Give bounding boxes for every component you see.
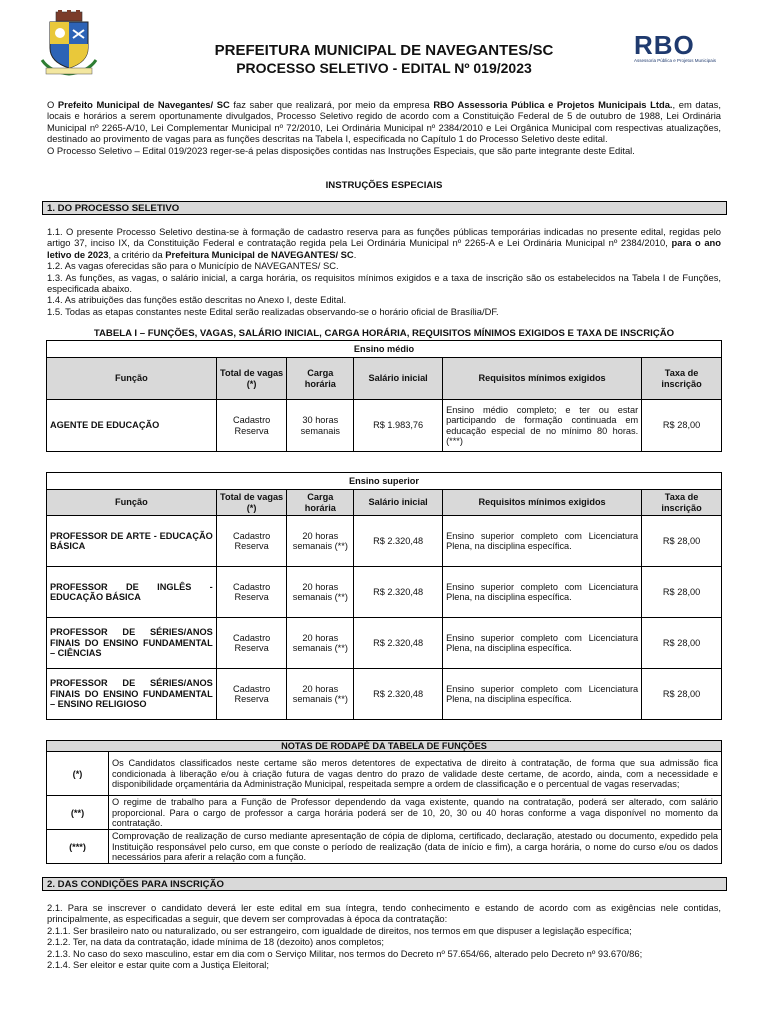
cell-carga: 20 horas semanais (**) bbox=[287, 516, 354, 567]
table-title: TABELA I – FUNÇÕES, VAGAS, SALÁRIO INICIAL, CARGA HORÁRIA, REQUISITOS MÍNIMOS EXIGIDOS E TAXA DE INSCRIÇÃO bbox=[93, 328, 675, 339]
col-header-vagas: Total de vagas (*) bbox=[216, 358, 287, 400]
clause-1-3: 1.3. As funções, as vagas, o salário inicial, a carga horária, os requisitos mínimos exigidos e a taxa de inscrição são os estabelecidos na Tabela I de Funções, especificada abaixo. bbox=[47, 271, 721, 295]
document-subtitle: PROCESSO SELETIVO - EDITAL Nº 019/2023 bbox=[236, 60, 532, 76]
col-header-salario: Salário inicial bbox=[354, 358, 443, 400]
cell-requisitos: Ensino superior completo com Licenciatura Plena, na disciplina específica. bbox=[443, 516, 642, 567]
clause-1-4: 1.4. As atribuições das funções estão descritas no Anexo I, deste Edital. bbox=[47, 294, 347, 306]
intro-text bbox=[47, 99, 721, 156]
section-1-header: 1. DO PROCESSO SELETIVO bbox=[42, 201, 727, 215]
col-header-vagas: Total de vagas (*) bbox=[216, 490, 287, 516]
table-row bbox=[47, 669, 722, 720]
col-header-taxa: Taxa de inscrição bbox=[642, 490, 722, 516]
logo-subtext: Assessoria Pública e Projetos Municipais bbox=[634, 58, 717, 63]
col-header-salario: Salário inicial bbox=[354, 490, 443, 516]
cell-funcao: PROFESSOR DE SÉRIES/ANOS FINAIS DO ENSINO FUNDAMENTAL – CIÊNCIAS bbox=[47, 618, 217, 669]
cell-salario: R$ 2.320,48 bbox=[354, 516, 443, 567]
cell-requisitos: Ensino superior completo com Licenciatura Plena, na disciplina específica. bbox=[443, 618, 642, 669]
footnotes-table bbox=[46, 740, 722, 864]
clause-2-1-4: 2.1.4. Ser eleitor e estar quite com a Justiça Eleitoral; bbox=[47, 959, 269, 971]
cell-vagas: Cadastro Reserva bbox=[216, 400, 287, 452]
table-caption: Ensino médio bbox=[47, 341, 722, 358]
cell-vagas: Cadastro Reserva bbox=[216, 516, 287, 567]
table-ensino-superior bbox=[46, 472, 722, 720]
clause-2-1-2: 2.1.2. Ter, na data da contratação, idade mínima de 18 (dezoito) anos completos; bbox=[47, 936, 385, 948]
cell-funcao: PROFESSOR DE SÉRIES/ANOS FINAIS DO ENSINO FUNDAMENTAL – ENSINO RELIGIOSO bbox=[47, 669, 217, 720]
col-header-carga: Carga horária bbox=[287, 358, 354, 400]
cell-salario: R$ 2.320,48 bbox=[354, 669, 443, 720]
col-header-requisitos: Requisitos mínimos exigidos bbox=[443, 358, 642, 400]
cell-salario: R$ 2.320,48 bbox=[354, 618, 443, 669]
clause-2-1-1: 2.1.1. Ser brasileiro nato ou naturalizado, ou ser estrangeiro, com igualdade de direitos, nos termos em que dispuser a legislação específica; bbox=[47, 924, 632, 936]
cell-taxa: R$ 28,00 bbox=[642, 567, 722, 618]
section-2-text bbox=[47, 902, 721, 970]
col-header-funcao: Função bbox=[47, 490, 217, 516]
cell-taxa: R$ 28,00 bbox=[642, 516, 722, 567]
cell-carga: 30 horas semanais bbox=[287, 400, 354, 452]
footnote-text: Comprovação de realização de curso mediante apresentação de cópia de diploma, certificado, declaração, atestado ou documento, expedido pela Instituição responsável pelo curso, em que conste o período de realização (data de início e fim), a carga horária, o nome do curso e/ou os dados necessários para aferir a relação com a função. bbox=[109, 830, 722, 864]
footnote-key: (**) bbox=[47, 796, 109, 830]
section-1-text bbox=[47, 226, 721, 317]
table-ensino-medio bbox=[46, 340, 722, 452]
cell-funcao: AGENTE DE EDUCAÇÃO bbox=[47, 400, 217, 452]
table-caption: Ensino superior bbox=[47, 473, 722, 490]
cell-vagas: Cadastro Reserva bbox=[216, 618, 287, 669]
table-row bbox=[47, 618, 722, 669]
table-row bbox=[47, 516, 722, 567]
section-2-header: 2. DAS CONDIÇÕES PARA INSCRIÇÃO bbox=[42, 877, 727, 891]
intro-paragraph-2: O Processo Seletivo – Edital 019/2023 reger-se-á pelas disposições contidas nas Instruções Especiais, que são parte integrante deste Edital. bbox=[47, 144, 635, 156]
col-header-taxa: Taxa de inscrição bbox=[642, 358, 722, 400]
footnote-key: (***) bbox=[47, 830, 109, 864]
footnotes-title: NOTAS DE RODAPÉ DA TABELA DE FUNÇÕES bbox=[47, 741, 722, 752]
footnote-row bbox=[47, 796, 722, 830]
clause-2-1: 2.1. Para se inscrever o candidato deverá ler este edital em sua íntegra, tendo conhecimento e estando de acordo com as exigências nele contidas, principalmente, as especificadas a seguir, que devem ser comprovadas à época da contratação: bbox=[47, 902, 721, 925]
cell-carga: 20 horas semanais (**) bbox=[287, 618, 354, 669]
col-header-funcao: Função bbox=[47, 358, 217, 400]
instructions-title: INSTRUÇÕES ESPECIAIS bbox=[325, 180, 443, 191]
cell-salario: R$ 2.320,48 bbox=[354, 567, 443, 618]
col-header-carga: Carga horária bbox=[287, 490, 354, 516]
logo-text: RBO bbox=[634, 30, 695, 60]
cell-funcao: PROFESSOR DE ARTE - EDUCAÇÃO BÁSICA bbox=[47, 516, 217, 567]
cell-vagas: Cadastro Reserva bbox=[216, 669, 287, 720]
clause-1-5: 1.5. Todas as etapas constantes neste Edital serão realizadas observando-se o horário oficial de Brasília/DF. bbox=[47, 305, 499, 317]
table-row bbox=[47, 400, 722, 452]
clause-2-1-3: 2.1.3. No caso do sexo masculino, estar em dia com o Serviço Militar, nos termos do Decreto nº 57.654/66, alterado pelo Decreto nº 93.670/86; bbox=[47, 947, 643, 959]
clause-1-1: 1.1. O presente Processo Seletivo destina-se à formação de cadastro reserva para as funções públicas temporárias indicadas no presente edital, regidas pelo artigo 37, inciso IX, da Constituição Federal e contratação regida pela Lei Ordinária Municipal nº 2265-A e Lei Ordinária Municipal nº 2384/2010, para o ano letivo de 2023, a critério da Prefeitura Municipal de NAVEGANTES/ SC. bbox=[47, 226, 721, 260]
footnote-row bbox=[47, 830, 722, 864]
table-row bbox=[47, 567, 722, 618]
cell-taxa: R$ 28,00 bbox=[642, 618, 722, 669]
cell-carga: 20 horas semanais (**) bbox=[287, 669, 354, 720]
col-header-requisitos: Requisitos mínimos exigidos bbox=[443, 490, 642, 516]
clause-1-2: 1.2. As vagas oferecidas são para o Município de NAVEGANTES/ SC. bbox=[47, 260, 339, 272]
cell-requisitos: Ensino superior completo com Licenciatura Plena, na disciplina específica. bbox=[443, 567, 642, 618]
document-title: PREFEITURA MUNICIPAL DE NAVEGANTES/SC bbox=[214, 42, 554, 59]
intro-paragraph-1: O Prefeito Municipal de Navegantes/ SC faz saber que realizará, por meio da empresa RBO Assessoria Pública e Projetos Municipais Ltda., em datas, locais e horários a serem oportunamente divulgados, Processo Seletivo regido de acordo com a Constituição Federal de 5 de outubro de 1988, Lei Ordinária Municipal nº 2265-A/10, Lei Complementar Municipal nº 72/2010, Lei Ordinária Municipal nº 2384/2010 e Lei Orgânica Municipal com respectivas atualizações, destinado ao provimento de vagas para as funções descritas na Tabela I, especificada no Capítulo 1 do Processo Seletivo deste edital. bbox=[47, 99, 721, 145]
cell-requisitos: Ensino superior completo com Licenciatura Plena, na disciplina específica. bbox=[443, 669, 642, 720]
cell-taxa: R$ 28,00 bbox=[642, 669, 722, 720]
cell-vagas: Cadastro Reserva bbox=[216, 567, 287, 618]
cell-carga: 20 horas semanais (**) bbox=[287, 567, 354, 618]
cell-taxa: R$ 28,00 bbox=[642, 400, 722, 452]
footnote-key: (*) bbox=[47, 752, 109, 796]
cell-salario: R$ 1.983,76 bbox=[354, 400, 443, 452]
footnote-text: Os Candidatos classificados neste certame são meros detentores de expectativa de direito à contratação, de forma que sua admissão fica condicionada à liberação e/ou à criação futura de vagas dentro do prazo de validade deste certame, de acordo, ainda, com a necessidade e disponibilidade orçamentária da Administração Municipal, respeitada sempre a ordem de classificação e o percentual de vagas reservadas; bbox=[109, 752, 722, 796]
cell-funcao: PROFESSOR DE INGLÊS - EDUCAÇÃO BÁSICA bbox=[47, 567, 217, 618]
footnote-row bbox=[47, 752, 722, 796]
footnote-text: O regime de trabalho para a Função de Professor dependendo da vaga existente, quando na contratação, poderá ser alterado, com salário proporcional. Para o cargo de professor a carga horária poderá ser de 10, 20, 30 ou 40 horas conforme a vaga disponível no momento da contratação. bbox=[109, 796, 722, 830]
cell-requisitos: Ensino médio completo; e ter ou estar participando de formação continuada em educação especial de no mínimo 80 horas. (***) bbox=[443, 400, 642, 452]
